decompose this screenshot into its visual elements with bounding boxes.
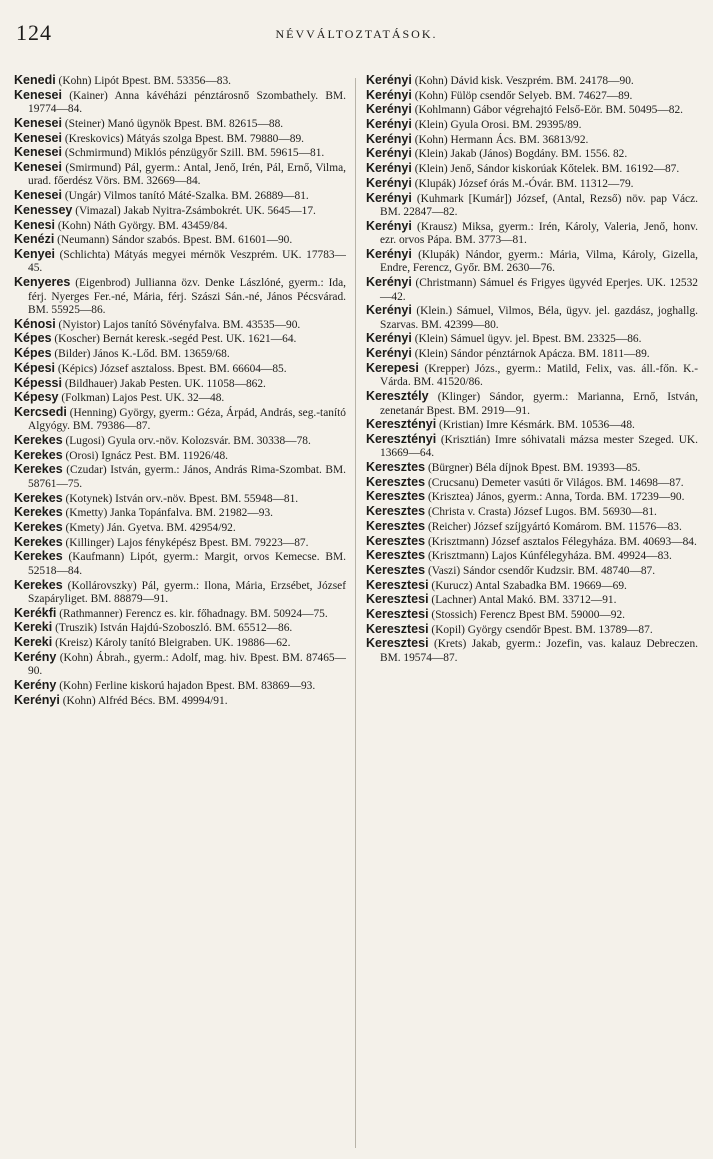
- entry-details: (Vimazal) Jakab Nyitra-Zsámbokrét. UK. 5645—17.: [75, 204, 316, 217]
- entry-details: (Krisztmann) Lajos Kúnfélegyháza. BM. 49924—83.: [427, 550, 672, 563]
- entry-details: (Stossich) Ferencz Bpest BM. 59000—92.: [431, 608, 626, 621]
- name-entry: [14, 506, 346, 521]
- entry-surname: Kenedi: [14, 74, 56, 87]
- name-entry: [366, 103, 698, 118]
- name-entry: [366, 347, 698, 362]
- entry-details: (Killinger) Lajos fényképész Bpest. BM. 79223—87.: [65, 536, 309, 549]
- entry-details: (Schmirmund) Miklós pénzügyőr Szill. BM. 59615—81.: [64, 147, 325, 160]
- name-entry: [366, 390, 698, 418]
- entry-details: (Krisztián) Imre sóhivatali mázsa mester Szeged. UK. 13669—64.: [380, 433, 698, 460]
- name-entry: [366, 304, 698, 332]
- entry-details: (Kohn) Ferline kiskorú hajadon Bpest. BM. 83869—93.: [59, 680, 316, 692]
- entry-surname: Keresztes: [366, 460, 426, 475]
- entry-surname: Kerekes: [14, 577, 63, 592]
- entry-surname: Képesi: [14, 360, 55, 375]
- entry-surname: Kerekes: [14, 520, 63, 534]
- name-entry: [14, 434, 346, 449]
- running-title: NÉVVÁLTOZTATÁSOK.: [275, 27, 438, 41]
- name-entry: [14, 89, 346, 117]
- entry-surname: Kerekes: [14, 490, 63, 505]
- entry-details: (Krisztea) János, gyerm.: Anna, Torda. BM. 17239—90.: [427, 491, 685, 504]
- name-entry: [366, 220, 698, 248]
- name-entry: [14, 579, 346, 607]
- entry-details: (Klein.) Sámuel, Vilmos, Béla, ügyv. jel. gazdász, joghallg. Szarvas. BM. 42399—80.: [380, 305, 698, 331]
- name-entry: [366, 248, 698, 276]
- entry-surname: Kerényi: [366, 161, 412, 176]
- entry-surname: Kenesei: [14, 188, 62, 203]
- name-entry: [366, 549, 698, 564]
- entry-surname: Kerényi: [366, 146, 412, 161]
- entry-details: (Crucsanu) Demeter vasúti őr Világos. BM. 14698—87.: [427, 476, 684, 489]
- entry-surname: Kerényi: [14, 692, 60, 707]
- page-header: [14, 20, 699, 46]
- entry-details: (Klein) Jenő, Sándor kiskorúak Kőtelek. BM. 16192—87.: [414, 163, 680, 176]
- entry-surname: Kenesi: [14, 217, 55, 232]
- entry-surname: Keresztes: [366, 533, 426, 548]
- entry-details: (Klupák) Nándor, gyerm.: Mária, Vilma, Károly, Gizella, Endre, Ferencz, Győr. BM. 2630—76.: [380, 248, 698, 275]
- entry-details: (Lugosi) Gyula orv.-növ. Kolozsvár. BM. 30338—78.: [65, 435, 311, 448]
- entry-surname: Kerényi: [366, 74, 412, 87]
- name-entry: [366, 162, 698, 177]
- entry-details: (Kohn) Ábrah., gyerm.: Adolf, mag. hiv. Bpest. BM. 87465—90.: [28, 651, 346, 678]
- entry-surname: Kerényi: [366, 117, 412, 132]
- entry-details: (Kopil) György csendőr Bpest. BM. 13789—87.: [431, 623, 653, 636]
- entry-details: (Kohn) Náth György. BM. 43459/84.: [57, 219, 228, 232]
- entry-surname: Képes: [14, 331, 52, 346]
- name-entry: [14, 248, 346, 276]
- entry-details: (Ungár) Vilmos tanító Máté-Szalka. BM. 26889—81.: [64, 190, 309, 203]
- name-entry: [14, 694, 346, 709]
- name-entry: [14, 132, 346, 147]
- entry-details: (Krausz) Miksa, gyerm.: Irén, Károly, Valeria, Jenő, honv. ezr. orvos Pápa. BM. 3773—81.: [380, 220, 698, 247]
- entry-details: (Bilder) János K.-Lőd. BM. 13659/68.: [54, 348, 230, 361]
- name-entry: [366, 177, 698, 192]
- name-entry: [14, 146, 346, 161]
- entry-details: (Nyistor) Lajos tanító Sövényfalva. BM. 43535—90.: [58, 318, 301, 331]
- entry-details: (Klein) Jakab (János) Bogdány. BM. 1556. 82.: [414, 148, 628, 161]
- entry-surname: Kerényi: [366, 175, 412, 190]
- right-column: [366, 74, 698, 1154]
- entry-surname: Kerényi: [366, 218, 412, 233]
- entry-details: (Kurucz) Antal Szabadka BM. 19669—69.: [431, 579, 627, 592]
- entry-surname: Keresztesi: [366, 592, 429, 607]
- name-entry: [366, 623, 698, 638]
- name-entry: [366, 362, 698, 390]
- name-entry: [366, 579, 698, 594]
- entry-details: (Vaszi) Sándor csendőr Kudzsir. BM. 48740—87.: [427, 564, 656, 577]
- name-entry: [14, 74, 346, 89]
- entry-surname: Képesy: [14, 390, 59, 405]
- name-entry: [366, 332, 698, 347]
- entry-surname: Kerepesi: [366, 360, 419, 375]
- name-entry: [366, 118, 698, 133]
- entry-surname: Kenesei: [14, 115, 62, 130]
- entry-details: (Krepper) Józs., gyerm.: Matild, Felix, vas. áll.-főn. K.-Várda. BM. 41520/86.: [380, 362, 698, 389]
- name-entry: [14, 117, 346, 132]
- entry-surname: Kerény: [14, 649, 57, 664]
- entry-surname: Képes: [14, 346, 52, 361]
- name-entry: [14, 463, 346, 491]
- entry-surname: Kerényi: [366, 87, 412, 102]
- entry-surname: Kénosi: [14, 316, 56, 331]
- name-entry: [366, 74, 698, 89]
- name-entry: [366, 505, 698, 520]
- entry-details: (Kmety) Ján. Gyetva. BM. 42954/92.: [65, 522, 236, 534]
- name-entry: [14, 219, 346, 234]
- entry-details: (Christmann) Sámuel és Frigyes ügyvéd Eperjes. UK. 12532—42.: [380, 277, 698, 303]
- entry-details: (Kohn) Hermann Ács. BM. 36813/92.: [414, 133, 589, 146]
- entry-details: (Kotynek) István orv.-növ. Bpest. BM. 55948—81.: [65, 492, 299, 505]
- name-entry: [366, 133, 698, 148]
- entry-surname: Kerényi: [366, 331, 412, 346]
- entry-surname: Kerekes: [14, 534, 63, 549]
- entry-surname: Kerényi: [366, 275, 412, 290]
- entry-surname: Kerékfi: [14, 605, 57, 620]
- name-entry: [14, 362, 346, 377]
- entry-surname: Kerekes: [14, 462, 63, 477]
- name-entry: [366, 89, 698, 104]
- name-entry: [366, 564, 698, 579]
- entry-surname: Kerekes: [14, 549, 63, 564]
- entry-details: (Neumann) Sándor szabós. Bpest. BM. 61601—90.: [57, 234, 293, 247]
- name-entry: [14, 636, 346, 651]
- entry-surname: Keresztes: [366, 474, 426, 489]
- name-entry: [366, 608, 698, 623]
- entry-details: (Kohn) Fülöp csendőr Selyeb. BM. 74627—89.: [414, 89, 633, 102]
- entry-details: (Bürgner) Béla díjnok Bpest. BM. 19393—85.: [427, 462, 641, 475]
- name-entry: [366, 637, 698, 665]
- entry-surname: Keresztes: [366, 504, 426, 519]
- name-entry: [366, 418, 698, 433]
- entry-details: (Krisztmann) József asztalos Félegyháza. BM. 40693—84.: [427, 535, 697, 548]
- entry-surname: Kenesei: [14, 130, 62, 145]
- entry-details: (Kohn) Lipót Bpest. BM. 53356—83.: [58, 75, 231, 87]
- entry-surname: Kercsedi: [14, 404, 67, 419]
- name-entry: [366, 276, 698, 304]
- entry-surname: Kenesei: [14, 145, 62, 160]
- entry-surname: Keresztes: [366, 518, 426, 533]
- entry-surname: Keresztes: [366, 562, 426, 577]
- entry-surname: Kenesei: [14, 159, 62, 174]
- name-entry: [14, 332, 346, 347]
- name-entry: [14, 391, 346, 406]
- entry-details: (Kohn) Alfréd Bécs. BM. 49994/91.: [62, 694, 228, 707]
- entry-details: (Kaufmann) Lipót, gyerm.: Margit, orvos Kemecse. BM. 52518—84.: [28, 551, 346, 577]
- name-entry: [14, 607, 346, 622]
- entry-details: (Koscher) Bernát keresk.-segéd Pest. UK. 1621—64.: [54, 333, 297, 346]
- name-entry: [14, 621, 346, 636]
- entry-details: (Schlichta) Mátyás megyei mérnök Veszprém. UK. 17783—45.: [28, 248, 346, 275]
- entry-details: (Lachner) Antal Makó. BM. 33712—91.: [431, 594, 617, 607]
- entry-details: (Kainer) Anna kávéházi pénztárosnő Szombathely. BM. 19774—84.: [28, 89, 346, 116]
- name-entry: [14, 492, 346, 507]
- entry-surname: Kenesei: [14, 87, 62, 102]
- entry-details: (Klupák) József órás M.-Óvár. BM. 11312—79.: [414, 177, 634, 190]
- entry-details: (Krets) Jakab, gyerm.: Jozefin, vas. kalauz Debreczen. BM. 19574—87.: [380, 638, 698, 664]
- entry-surname: Kerényi: [366, 346, 412, 361]
- entry-details: (Kmetty) Janka Topánfalva. BM. 21982—93.: [65, 507, 273, 520]
- entry-surname: Kerény: [14, 678, 57, 692]
- entry-surname: Keresztes: [366, 548, 426, 563]
- name-entry: [14, 679, 346, 694]
- entry-details: (Kuhmark [Kumár]) József, (Antal, Rezső) növ. pap Vácz. BM. 22847—82.: [380, 192, 698, 218]
- entry-details: (Bildhauer) Jakab Pesten. UK. 11058—862.: [64, 377, 266, 390]
- entry-details: (Smirmund) Pál, gyerm.: Antal, Jenő, Irén, Pál, Ernő, Vilma, urad. főerdész Vörs. BM. 32669—84.: [28, 161, 346, 188]
- name-entry: [14, 377, 346, 392]
- entry-details: (Klein) Gyula Orosi. BM. 29395/89.: [414, 119, 582, 132]
- name-entry: [366, 593, 698, 608]
- name-entry: [14, 651, 346, 679]
- entry-surname: Keresztes: [366, 489, 426, 504]
- entry-details: (Reicher) József szíjgyártó Komárom. BM. 11576—83.: [427, 520, 682, 533]
- entry-surname: Kerényi: [366, 190, 412, 205]
- name-entry: [366, 520, 698, 535]
- entry-surname: Kereki: [14, 635, 53, 650]
- entry-details: (Rathmanner) Ferencz es. kir. főhadnagy. BM. 50924—75.: [59, 607, 328, 620]
- entry-details: (Klinger) Sándor, gyerm.: Marianna, Ernő, István, zenetanár Bpest. BM. 2919—91.: [380, 391, 698, 417]
- entry-surname: Kerekes: [14, 447, 63, 462]
- entry-details: (Henning) György, gyerm.: Géza, Árpád, András, seg.-tanító Algyógy. BM. 79386—87.: [28, 406, 346, 433]
- name-entry: [366, 476, 698, 491]
- name-entry: [366, 192, 698, 220]
- entry-surname: Kerényi: [366, 102, 412, 117]
- entry-details: (Christa v. Crasta) József Lugos. BM. 56930—81.: [427, 506, 657, 519]
- entry-surname: Kenézi: [14, 232, 55, 247]
- name-entry: [14, 536, 346, 551]
- entry-details: (Kohlmann) Gábor végrehajtó Felső-Eör. BM. 50495—82.: [414, 104, 683, 117]
- name-entry: [14, 521, 346, 536]
- entry-surname: Keresztesi: [366, 621, 429, 636]
- entry-details: (Kristian) Imre Késmárk. BM. 10536—48.: [439, 419, 635, 432]
- name-entry: [14, 233, 346, 248]
- entry-details: (Folkman) Lajos Pest. UK. 32—48.: [61, 392, 225, 405]
- entry-surname: Képessi: [14, 375, 62, 390]
- name-entry: [14, 449, 346, 464]
- page-number: 124: [16, 20, 52, 45]
- name-entry: [366, 433, 698, 461]
- entry-surname: Kerényi: [366, 131, 412, 146]
- entry-details: (Kollárovszky) Pál, gyerm.: Ilona, Mária, Erzsébet, József Szapáryliget. BM. 88879—91.: [28, 579, 346, 606]
- entry-details: (Eigenbrod) Jullianna özv. Denke Lászlóné, gyerm.: Ida, férj. Nyerges Fer.-né, Mária, férj. Szászi Sán.-né, János Pécsvárad. BM. 55925—86.: [28, 277, 346, 317]
- name-entry: [14, 189, 346, 204]
- left-column: [14, 74, 346, 1154]
- entry-surname: Keresztesi: [366, 577, 429, 592]
- name-entry: [14, 347, 346, 362]
- name-entry: [14, 161, 346, 189]
- column-divider: [355, 78, 356, 1148]
- name-entry: [366, 461, 698, 476]
- name-entry: [14, 276, 346, 318]
- entry-surname: Keresztesi: [366, 636, 429, 651]
- name-entry: [366, 490, 698, 505]
- entry-details: (Klein) Sámuel ügyv. jel. Bpest. BM. 23325—86.: [414, 333, 642, 346]
- entry-details: (Steiner) Manó ügynök Bpest. BM. 82615—88.: [64, 117, 284, 130]
- entry-details: (Orosi) Ignácz Pest. BM. 11926/48.: [65, 449, 229, 462]
- name-entry: [14, 550, 346, 578]
- name-entry: [366, 535, 698, 550]
- name-entry: [366, 147, 698, 162]
- entry-details: (Kreskovics) Mátyás szolga Bpest. BM. 79880—89.: [64, 132, 304, 145]
- entry-surname: Keresztély: [366, 389, 429, 403]
- entry-surname: Keresztényi: [366, 417, 437, 432]
- entry-surname: Kerényi: [366, 303, 412, 318]
- entry-surname: Kerényi: [366, 246, 412, 261]
- entry-details: (Kohn) Dávid kisk. Veszprém. BM. 24178—90.: [414, 75, 634, 87]
- entry-surname: Kenessey: [14, 202, 73, 217]
- entry-details: (Kreisz) Károly tanító Bleigraben. UK. 19886—62.: [55, 637, 291, 650]
- entry-details: (Truszik) István Hajdú-Szoboszló. BM. 65512—86.: [55, 622, 293, 635]
- entry-surname: Keresztényi: [366, 431, 437, 446]
- entry-details: (Czudar) István, gyerm.: János, András Rima-Szombat. BM. 58761—75.: [28, 464, 346, 490]
- name-entry: [14, 318, 346, 333]
- name-entry: [14, 406, 346, 434]
- entry-surname: Kerekes: [14, 505, 63, 520]
- entry-details: (Klein) Sándor pénztárnok Apácza. BM. 1811—89.: [414, 348, 650, 361]
- entry-surname: Kenyeres: [14, 275, 71, 290]
- entry-surname: Keresztesi: [366, 606, 429, 621]
- entry-surname: Kenyei: [14, 246, 55, 261]
- entry-details: (Képics) József asztaloss. Bpest. BM. 66604—85.: [57, 362, 287, 375]
- name-entry: [14, 204, 346, 219]
- entry-surname: Kerekes: [14, 433, 63, 448]
- entry-surname: Kereki: [14, 620, 53, 635]
